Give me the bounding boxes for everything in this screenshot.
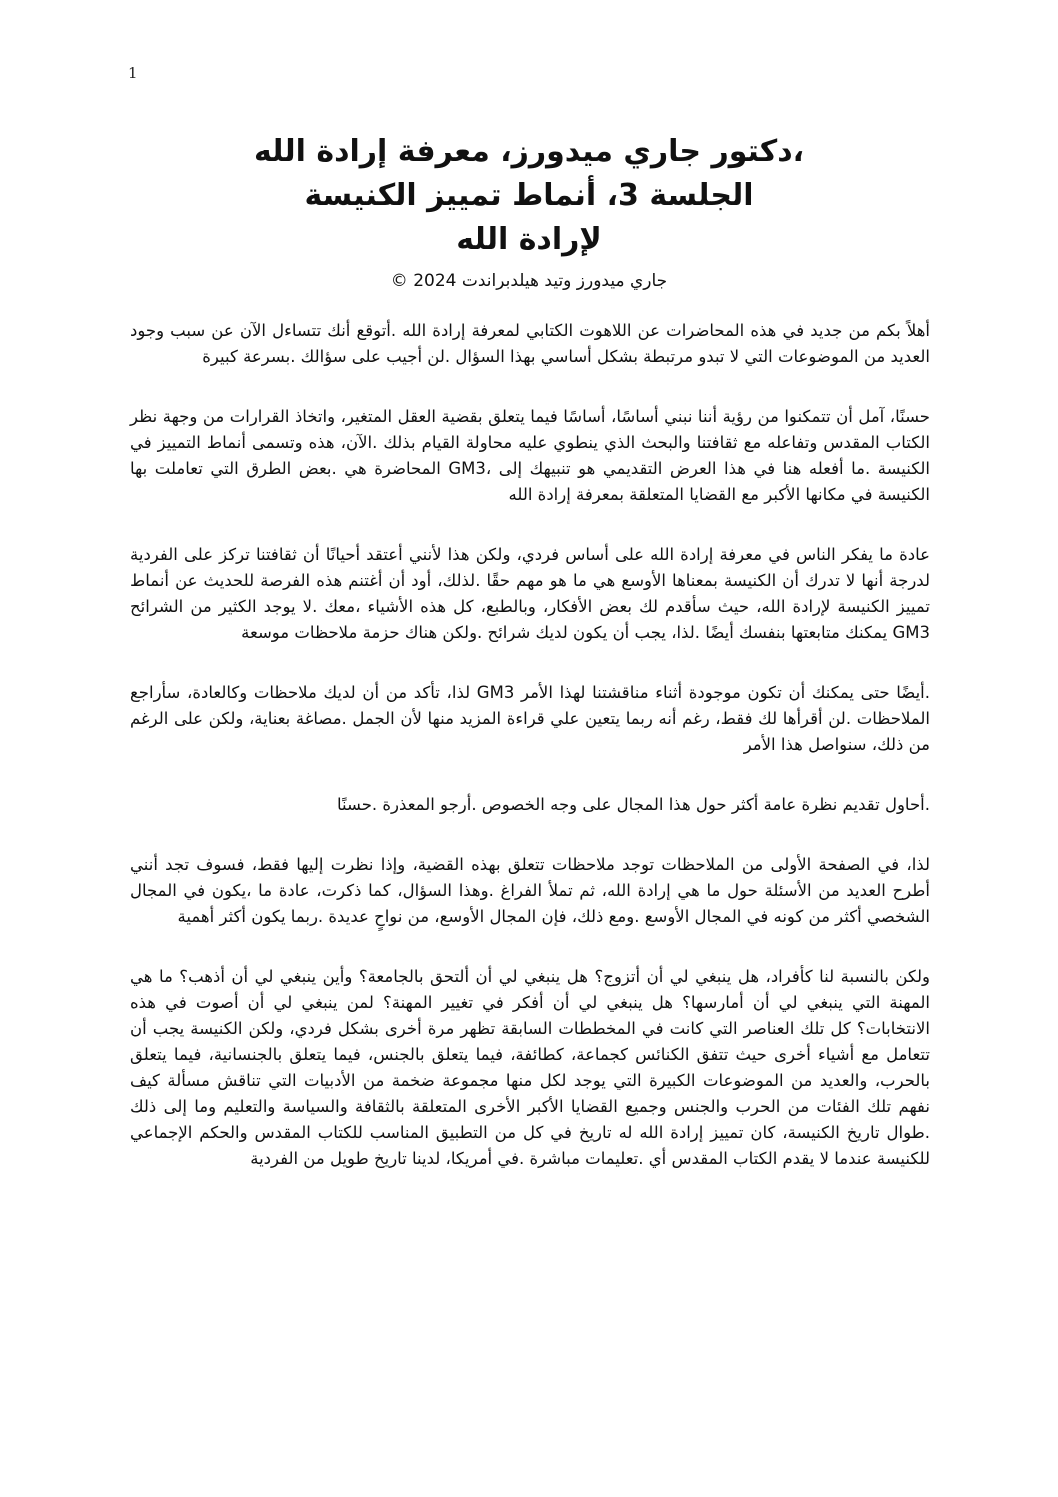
paragraph-2: حسنًا، آمل أن تتمكنوا من رؤية أننا نبني أساسًا، أساسًا فيما يتعلق بقضية العقل المتغير، واتخاذ القرارات من وجهة نظر الكتاب المقدس وتفاعله مع ثقافتنا والبحث الذي ينطوي عليه محاولة القيام بذلك .الآن، هذه وتسمى أنماط التمييز في الكنيسة .ما أفعله هنا في هذا العرض التقديمي هو تنبيهك إلى ،GM3 المحاضرة هي .بعض الطرق التي تعاملت بها الكنيسة في مكانها الأكبر مع القضايا المتعلقة بمعرفة إرادة الله xyxy=(130,407,930,504)
paragraph-5: .أحاول تقديم نظرة عامة أكثر حول هذا المجال على وجه الخصوص .أرجو المعذرة .حسنًا xyxy=(337,795,930,814)
copyright-line: جاري ميدورز وتيد هيلدبراندت 2024 © xyxy=(390,271,668,291)
document-body xyxy=(130,318,930,1206)
page-number: 1 xyxy=(128,64,138,82)
paragraph-6: لذا، في الصفحة الأولى من الملاحظات توجد ملاحظات تتعلق بهذه القضية، وإذا نظرت إليها فقط، فسوف تجد أنني أطرح العديد من الأسئلة حول ما هي إرادة الله، ثم تملأ الفراغ .وهذا السؤال، كما ذكرت، عادة ما ،يكون في المجال الشخصي أكثر من كونه في المجال الأوسع .ومع ذلك، فإن المجال الأوسع، من نواحٍ عديدة .ربما يكون أكثر أهمية xyxy=(130,855,930,926)
paragraph-7: ولكن بالنسبة لنا كأفراد، هل ينبغي لي أن أتزوج؟ هل ينبغي لي أن ألتحق بالجامعة؟ وأين ينبغي لي أن أذهب؟ ما هي المهنة التي ينبغي لي أن أمارسها؟ هل ينبغي لي أن أفكر في تغيير المهنة؟ لمن ينبغي لي أن أصوت في هذه الانتخابات؟ كل تلك العناصر التي كانت في المخططات السابقة تظهر مرة أخرى بشكل فردي، ولكن الكنيسة يجب أن تتعامل مع أشياء أخرى حيث تتفق الكنائس كجماعة، كطائفة، فيما يتعلق بالجنس، فيما يتعلق بالجنسانية، فيما يتعلق بالحرب، والعديد من الموضوعات الكبيرة التي يوجد لكل منها مجموعة ضخمة من الأدبيات التي تناقش مسألة كيف نفهم تلك الفئات من الحرب والجنس وجميع القضايا الأكبر الأخرى المتعلقة بالثقافة والسياسة والتعليم وما إلى ذلك .طوال تاريخ الكنيسة، كان تمييز إرادة الله له تاريخ في كل من التطبيق المناسب للكتاب المقدس والحكم الإجماعي للكنيسة عندما لا يقدم الكتاب المقدس أي .تعليمات مباشرة .في أمريكا، لدينا تاريخ طويل من الفردية xyxy=(130,967,930,1168)
title-line-3: لإرادة الله xyxy=(456,222,602,257)
title-block xyxy=(130,130,928,294)
paragraph-4: .أيضًا حتى يمكنك أن تكون موجودة أثناء مناقشتنا لهذا الأمر GM3 لذا، تأكد من أن لديك ملاحظات وكالعادة، سأراجع الملاحظات .لن أقرأها لك فقط، رغم أنه ربما يتعين علي قراءة المزيد منها لأن الجمل .مصاغة بعناية، ولكن على الرغم من ذلك، سنواصل هذا الأمر xyxy=(130,683,930,754)
title-line-2: الجلسة 3، أنماط تمييز الكنيسة xyxy=(304,178,754,213)
paragraph-3: عادة ما يفكر الناس في معرفة إرادة الله على أساس فردي، ولكن هذا لأنني أعتقد أحيانًا أن ثقافتنا تركز على الفردية لدرجة أنها لا تدرك أن الكنيسة بمعناها الأوسع هي ما هو مهم حقًا .لذلك، أود أن أغتنم هذه الفرصة للحديث عن أنماط تمييز الكنيسة لإرادة الله، حيث سأقدم لك بعض الأفكار، وبالطبع، كل هذه الأشياء ،معك .لا يوجد الكثير من الشرائح GM3 يمكنك متابعتها بنفسك أيضًا .لذا، يجب أن يكون لديك شرائح .ولكن هناك حزمة ملاحظات موسعة xyxy=(130,545,930,642)
paragraph-1: أهلاً بكم من جديد في هذه المحاضرات عن اللاهوت الكتابي لمعرفة إرادة الله .أتوقع أنك تتساءل الآن عن سبب وجود العديد من الموضوعات التي لا تبدو مرتبطة بشكل أساسي بهذا السؤال .لن أجيب على سؤالك .بسرعة كبيرة xyxy=(130,321,930,366)
title-line-1: ،دكتور جاري ميدورز، معرفة إرادة الله xyxy=(253,134,805,169)
